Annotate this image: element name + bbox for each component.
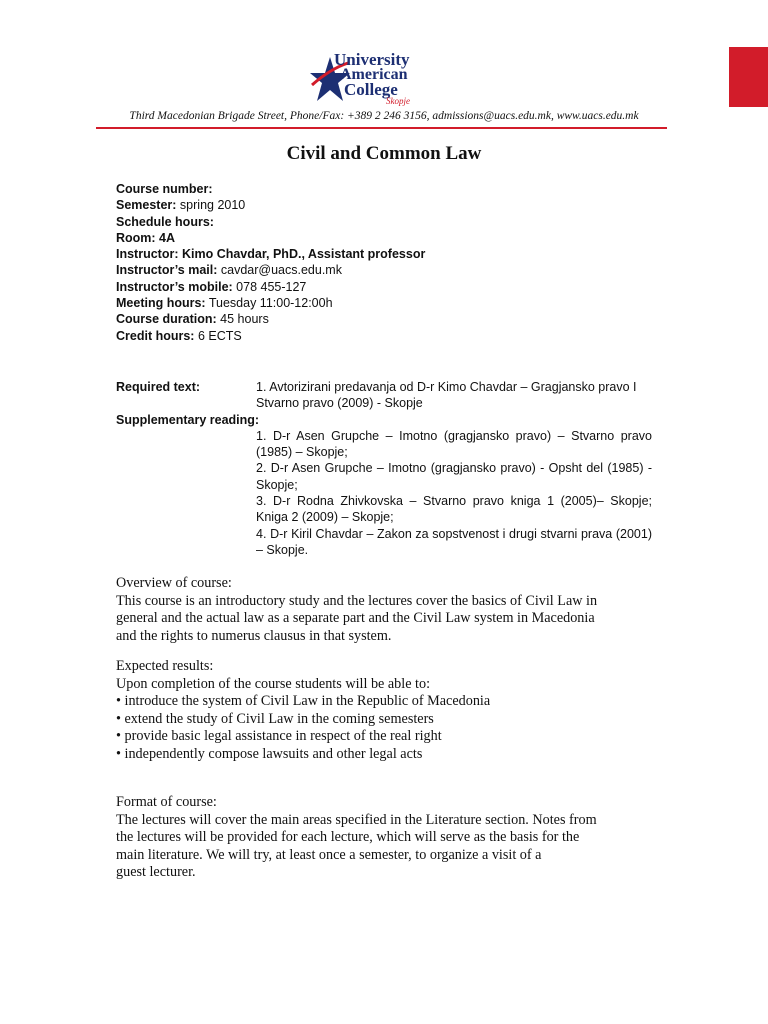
bullet-item: • independently compose lawsuits and other legal acts (116, 745, 423, 762)
info-value: 078 455-127 (232, 279, 307, 294)
info-course-duration (116, 311, 425, 327)
header-address: Third Macedonian Brigade Street, Phone/Fax: +389 2 246 3156, admissions@uacs.edu.mk, www.uacs.edu.mk (129, 110, 639, 122)
section-heading: Format of course: (116, 794, 217, 810)
format-section (116, 794, 656, 882)
info-value: 6 ECTS (194, 328, 242, 343)
list-item: 2. D-r Asen Grupche – Imotno (gragjansko pravo) - Opsht del (1985) - Skopje; (256, 461, 652, 492)
info-label: Credit hours: (116, 328, 195, 343)
info-room (116, 230, 425, 246)
course-info (116, 181, 425, 344)
info-label: Room: 4A (116, 230, 176, 245)
paragraph-line: the lectures will be provided for each lecture, which will serve as the basis for the (116, 829, 580, 845)
info-instructor-mail (116, 262, 425, 278)
page-title: Civil and Common Law (286, 143, 482, 164)
info-value: cavdar@uacs.edu.mk (217, 263, 342, 278)
paragraph-line: The lectures will cover the main areas specified in the Literature section. Notes from (116, 811, 597, 828)
info-label: Schedule hours: (116, 214, 214, 229)
info-label: Course duration: (116, 312, 217, 327)
university-logo (310, 47, 460, 109)
info-label: Instructor’s mail: (116, 263, 218, 278)
paragraph-line: main literature. We will try, at least once a semester, to organize a visit of a (116, 846, 542, 863)
required-text-label: Required text: (116, 380, 201, 394)
paragraph-line: general and the actual law as a separate part and the Civil Law system in Macedonia (116, 610, 595, 626)
info-instructor-mobile (116, 279, 425, 295)
supplementary-list (116, 428, 652, 558)
info-semester (116, 197, 425, 213)
info-value: 45 hours (216, 312, 269, 327)
bullet-item: • extend the study of Civil Law in the coming semesters (116, 710, 434, 727)
required-text-value: 1. Avtorizirani predavanja od D-r Kimo Chavdar – Gragjansko pravo I Stvarno pravo (2009) - Skopje (256, 380, 637, 411)
expected-results-section (116, 658, 656, 763)
info-value: spring 2010 (176, 198, 246, 213)
info-instructor (116, 246, 425, 262)
info-label: Instructor: Kimo Chavdar, PhD., Assistant professor (116, 247, 426, 262)
section-heading: Expected results: (116, 658, 214, 674)
info-label: Instructor’s mobile: (116, 279, 233, 294)
info-credit-hours (116, 328, 425, 344)
info-value: Tuesday 11:00-12:00h (205, 296, 333, 311)
list-item: 3. D-r Rodna Zhivkovska – Stvarno pravo kniga 1 (2005)– Skopje; Kniga 2 (2009) – Skopje; (256, 494, 652, 525)
list-item: 4. D-r Kiril Chavdar – Zakon za sopstvenost i drugi stvarni prava (2001) – Skopje. (256, 526, 652, 557)
supplementary-label: Supplementary reading: (116, 412, 260, 427)
list-item: 1. D-r Asen Grupche – Imotno (gragjansko pravo) – Stvarno pravo (1985) – Skopje; (256, 428, 652, 460)
info-schedule-hours (116, 214, 425, 230)
logo-red-bar (729, 47, 768, 107)
logo-line-3: College (344, 80, 398, 99)
paragraph-line: Upon completion of the course students will be able to: (116, 675, 431, 692)
bullet-item: • introduce the system of Civil Law in the Republic of Macedonia (116, 693, 491, 709)
required-text (116, 379, 652, 412)
info-meeting-hours (116, 295, 425, 311)
info-label: Meeting hours: (116, 296, 206, 311)
header-rule (96, 127, 667, 129)
section-heading: Overview of course: (116, 575, 232, 591)
logo-line-1: University (334, 50, 410, 69)
info-label: Course number: (116, 182, 213, 196)
info-label: Semester: (116, 198, 177, 213)
logo-line-4: Skopje (386, 96, 410, 106)
paragraph-line: and the rights to numerus clausus in that system. (116, 627, 392, 644)
literature-section (116, 379, 652, 558)
paragraph-line: guest lecturer. (116, 864, 196, 880)
logo-wordmark (324, 52, 426, 106)
bullet-item: • provide basic legal assistance in respect of the real right (116, 728, 442, 744)
logo-line-2: American (340, 66, 408, 83)
overview-section (116, 575, 656, 645)
info-course-number (116, 181, 425, 197)
paragraph-line: This course is an introductory study and the lectures cover the basics of Civil Law in (116, 592, 598, 609)
